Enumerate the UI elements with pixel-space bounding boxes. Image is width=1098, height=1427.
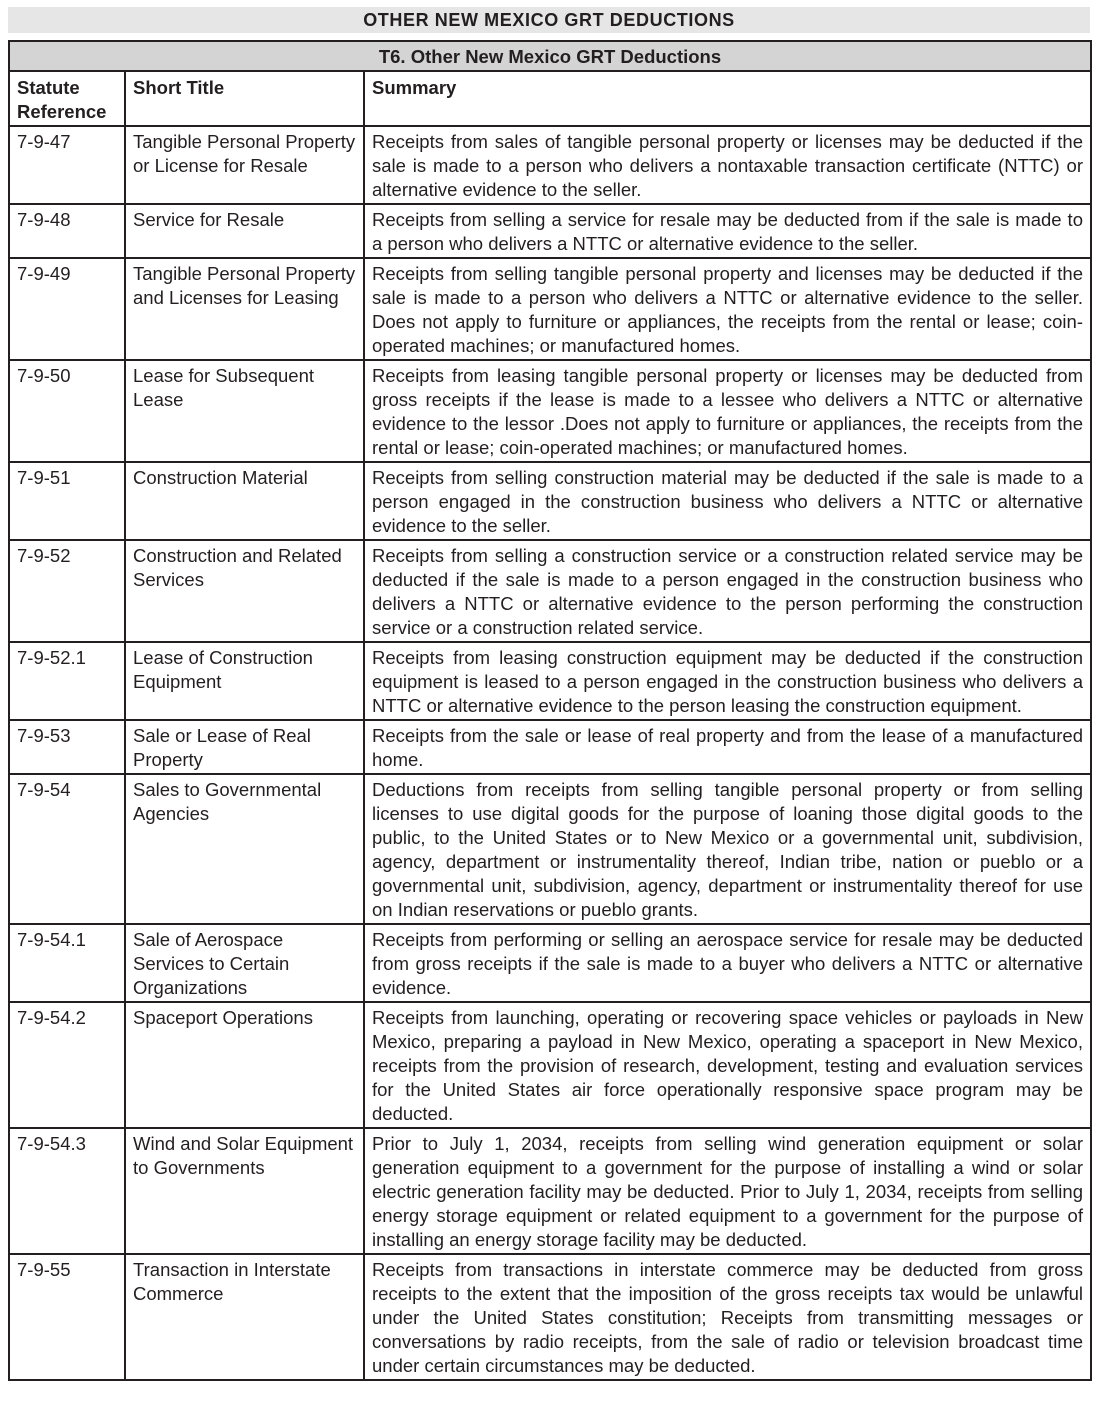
table-caption: T6. Other New Mexico GRT Deductions (9, 41, 1091, 71)
table-row (9, 360, 1091, 462)
deductions-table (8, 40, 1092, 1381)
table-row (9, 924, 1091, 1002)
summary: Prior to July 1, 2034, receipts from selling wind generation equipment or solar generation equipment to a government for the purpose of installing a wind or solar electric generation facility may be deducted. Prior to July 1, 2034, receipts from selling energy storage equipment or related equipment to a government for the purpose of installing an energy storage facility may be deducted. (364, 1128, 1091, 1254)
table-row (9, 1002, 1091, 1128)
table-row (9, 1254, 1091, 1380)
short-title: Lease of Construction Equipment (125, 642, 364, 720)
table-body (9, 126, 1091, 1380)
statute-reference: 7-9-51 (9, 462, 125, 540)
statute-reference: 7-9-50 (9, 360, 125, 462)
summary: Deductions from receipts from selling tangible personal property or from selling licenses to use digital goods for the purpose of loaning those digital goods to the public, to the United States or to New Mexico or a governmental unit, subdivision, agency, department or instrumentality thereof, Indian tribe, nation or pueblo or a governmental unit, subdivision, agency, department or instrumentality thereof for use on Indian reservations or pueblo grants. (364, 774, 1091, 924)
table-row (9, 1128, 1091, 1254)
table-header-row (9, 71, 1091, 126)
summary: Receipts from launching, operating or recovering space vehicles or payloads in New Mexico, preparing a payload in New Mexico, operating a spaceport in New Mexico, receipts from the provision of research, development, testing and evaluation services for the United States air force operationally responsive space program may be deducted. (364, 1002, 1091, 1128)
statute-reference: 7-9-54.1 (9, 924, 125, 1002)
summary: Receipts from performing or selling an aerospace service for resale may be deducted from gross receipts if the sale is made to a buyer who delivers a NTTC or alternative evidence. (364, 924, 1091, 1002)
short-title: Spaceport Operations (125, 1002, 364, 1128)
short-title: Lease for Subsequent Lease (125, 360, 364, 462)
short-title: Sale of Aerospace Services to Certain Organizations (125, 924, 364, 1002)
header-short-title: Short Title (125, 71, 364, 126)
summary: Receipts from selling construction material may be deducted if the sale is made to a person engaged in the construction business who delivers a NTTC or alternative evidence to the seller. (364, 462, 1091, 540)
statute-reference: 7-9-54 (9, 774, 125, 924)
summary: Receipts from leasing construction equipment may be deducted if the construction equipment is leased to a person engaged in the construction business who delivers a NTTC or alternative evidence to the person leasing the construction equipment. (364, 642, 1091, 720)
short-title: Tangible Personal Property or License for Resale (125, 126, 364, 204)
page-title: OTHER NEW MEXICO GRT DEDUCTIONS (8, 7, 1090, 33)
statute-reference: 7-9-54.2 (9, 1002, 125, 1128)
deductions-table-container (8, 40, 1090, 1381)
summary: Receipts from the sale or lease of real property and from the lease of a manufactured home. (364, 720, 1091, 774)
summary: Receipts from sales of tangible personal property or licenses may be deducted if the sale is made to a person who delivers a nontaxable transaction certificate (NTTC) or alternative evidence to the seller. (364, 126, 1091, 204)
statute-reference: 7-9-52 (9, 540, 125, 642)
statute-reference: 7-9-47 (9, 126, 125, 204)
table-row (9, 462, 1091, 540)
short-title: Sales to Governmental Agencies (125, 774, 364, 924)
summary: Receipts from leasing tangible personal property or licenses may be deducted from gross receipts if the lease is made to a lessee who delivers a NTTC or alternative evidence to the lessor .Does not apply to furniture or appliances, the receipts from the rental or lease; coin-operated machines; or manufactured homes. (364, 360, 1091, 462)
short-title: Wind and Solar Equipment to Governments (125, 1128, 364, 1254)
summary: Receipts from selling a service for resale may be deducted from if the sale is made to a person who delivers a NTTC or alternative evidence to the seller. (364, 204, 1091, 258)
table-row (9, 642, 1091, 720)
table-row (9, 540, 1091, 642)
statute-reference: 7-9-49 (9, 258, 125, 360)
summary: Receipts from selling tangible personal property and licenses may be deducted if the sale is made to a person who delivers a NTTC or alternative evidence to the seller. Does not apply to furniture or appliances, the receipts from the rental or lease; coin-operated machines; or manufactured homes. (364, 258, 1091, 360)
short-title: Transaction in Interstate Commerce (125, 1254, 364, 1380)
summary: Receipts from selling a construction service or a construction related service may be deducted if the sale is made to a person engaged in the construction business who delivers a NTTC or alternative evidence to the person performing the construction service or a construction related service. (364, 540, 1091, 642)
statute-reference: 7-9-54.3 (9, 1128, 125, 1254)
table-row (9, 126, 1091, 204)
statute-reference: 7-9-55 (9, 1254, 125, 1380)
header-summary: Summary (364, 71, 1091, 126)
summary: Receipts from transactions in interstate commerce may be deducted from gross receipts to the extent that the imposition of the gross receipts tax would be unlawful under the United States constitution; Receipts from transmitting messages or conversations by radio receipts, from the sale of radio or television broadcast time under certain circumstances may be deducted. (364, 1254, 1091, 1380)
header-statute-reference: Statute Reference (9, 71, 125, 126)
table-row (9, 204, 1091, 258)
table-row (9, 774, 1091, 924)
short-title: Tangible Personal Property and Licenses for Leasing (125, 258, 364, 360)
statute-reference: 7-9-48 (9, 204, 125, 258)
statute-reference: 7-9-52.1 (9, 642, 125, 720)
statute-reference: 7-9-53 (9, 720, 125, 774)
table-caption-row (9, 41, 1091, 71)
table-row (9, 258, 1091, 360)
short-title: Service for Resale (125, 204, 364, 258)
short-title: Construction Material (125, 462, 364, 540)
table-row (9, 720, 1091, 774)
short-title: Construction and Related Services (125, 540, 364, 642)
short-title: Sale or Lease of Real Property (125, 720, 364, 774)
